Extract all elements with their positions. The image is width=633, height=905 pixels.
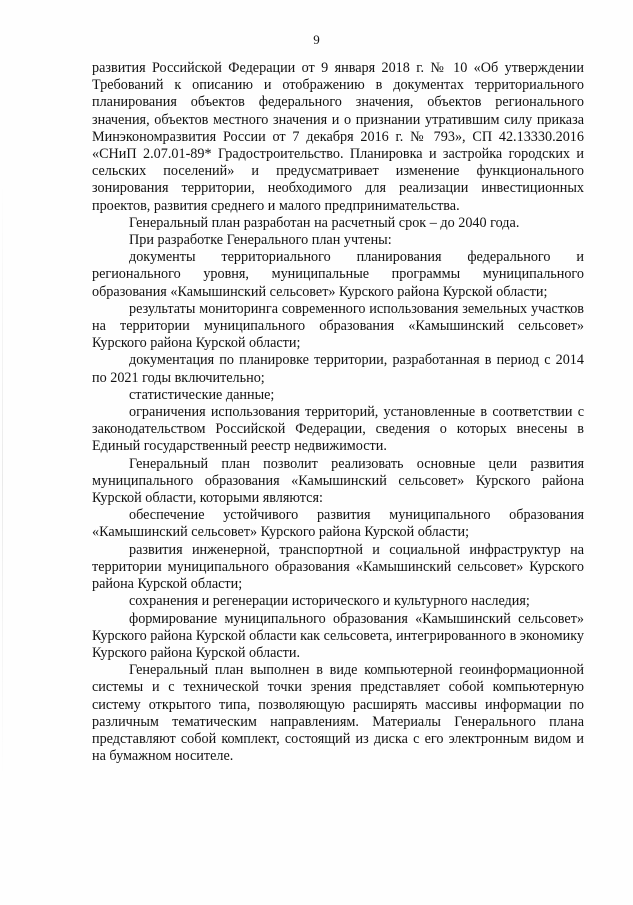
list-item-economic-integration: формирование муниципального образования «Камышинский сельсовет» Курского района Курской области как сельсовета, интегрированного в экономику Курского района Курской области. (92, 610, 584, 661)
scan-shadow (2, 180, 3, 780)
list-item-infrastructure-development: развития инженерной, транспортной и социальной инфраструктур на территории муниципального образования «Камышинский сельсовет» Курского района Курской области; (92, 541, 584, 593)
paragraph-planning-horizon: Генеральный план разработан на расчетный срок – до 2040 года. (129, 214, 520, 231)
list-item-statistics: статистические данные; (129, 386, 275, 403)
list-item-monitoring-results: результаты мониторинга современного использования земельных участков на территории муниципального образования «Камышинский сельсовет» Курского района Курской области; (92, 300, 584, 352)
list-item-land-use-restrictions: ограничения использования территорий, установленные в соответствии с законодательством Российской Федерации, сведения о которых внесены в Единый государственный реестр недвижимости. (92, 404, 584, 455)
paragraph-considered-intro: При разработке Генерального план учтены: (129, 232, 392, 249)
list-item-heritage-preservation: сохранения и регенерации исторического и культурного наследия; (129, 593, 530, 610)
document-body (92, 60, 584, 765)
list-item-sustainable-development: обеспечение устойчивого развития муниципального образования «Камышинский сельсовет» Курского района Курской области; (92, 507, 584, 541)
paragraph-goals-intro: Генеральный план позволит реализовать основные цели развития муниципального образования «Камышинский сельсовет» Курского района Курской области, которыми являются: (92, 455, 584, 507)
paragraph-gis-description: Генеральный план выполнен в виде компьютерной геоинформационной системы и с технической точки зрения представляет собой компьютерную систему открытого типа, позволяющую расширять массивы информации по различным тематическим направлениям. Материалы Генерального плана представляют собой комплект, состоящий из диска с его электронным видом и на бумажном носителе. (92, 662, 584, 765)
list-item-planning-documentation: документация по планировке территории, разработанная в период с 2014 по 2021 годы включительно; (92, 352, 584, 386)
page-number: 9 (313, 32, 320, 47)
paragraph-regulations-continuation: развития Российской Федерации от 9 января 2018 г. № 10 «Об утверждении Требований к описанию и отображению в документах территориального планирования объектов федерального значения, объектов регионального значения, объектов местного значения и о признании утратившим силу приказа Минэкономразвития России от 7 декабря 2016 г. № 793», СП 42.13330.2016 «СНиП 2.07.01-89* Градостроительство. Планировка и застройка городских и сельских поселений» и предусматривает изменение функционального зонирования территории, необходимого для реализации инвестиционных проектов, развития среднего и малого предпринимательства. (92, 60, 584, 214)
list-item-planning-documents: документы территориального планирования федерального и регионального уровня, муниципальные программы муниципального образования «Камышинский сельсовет» Курского района Курской области; (92, 249, 584, 300)
